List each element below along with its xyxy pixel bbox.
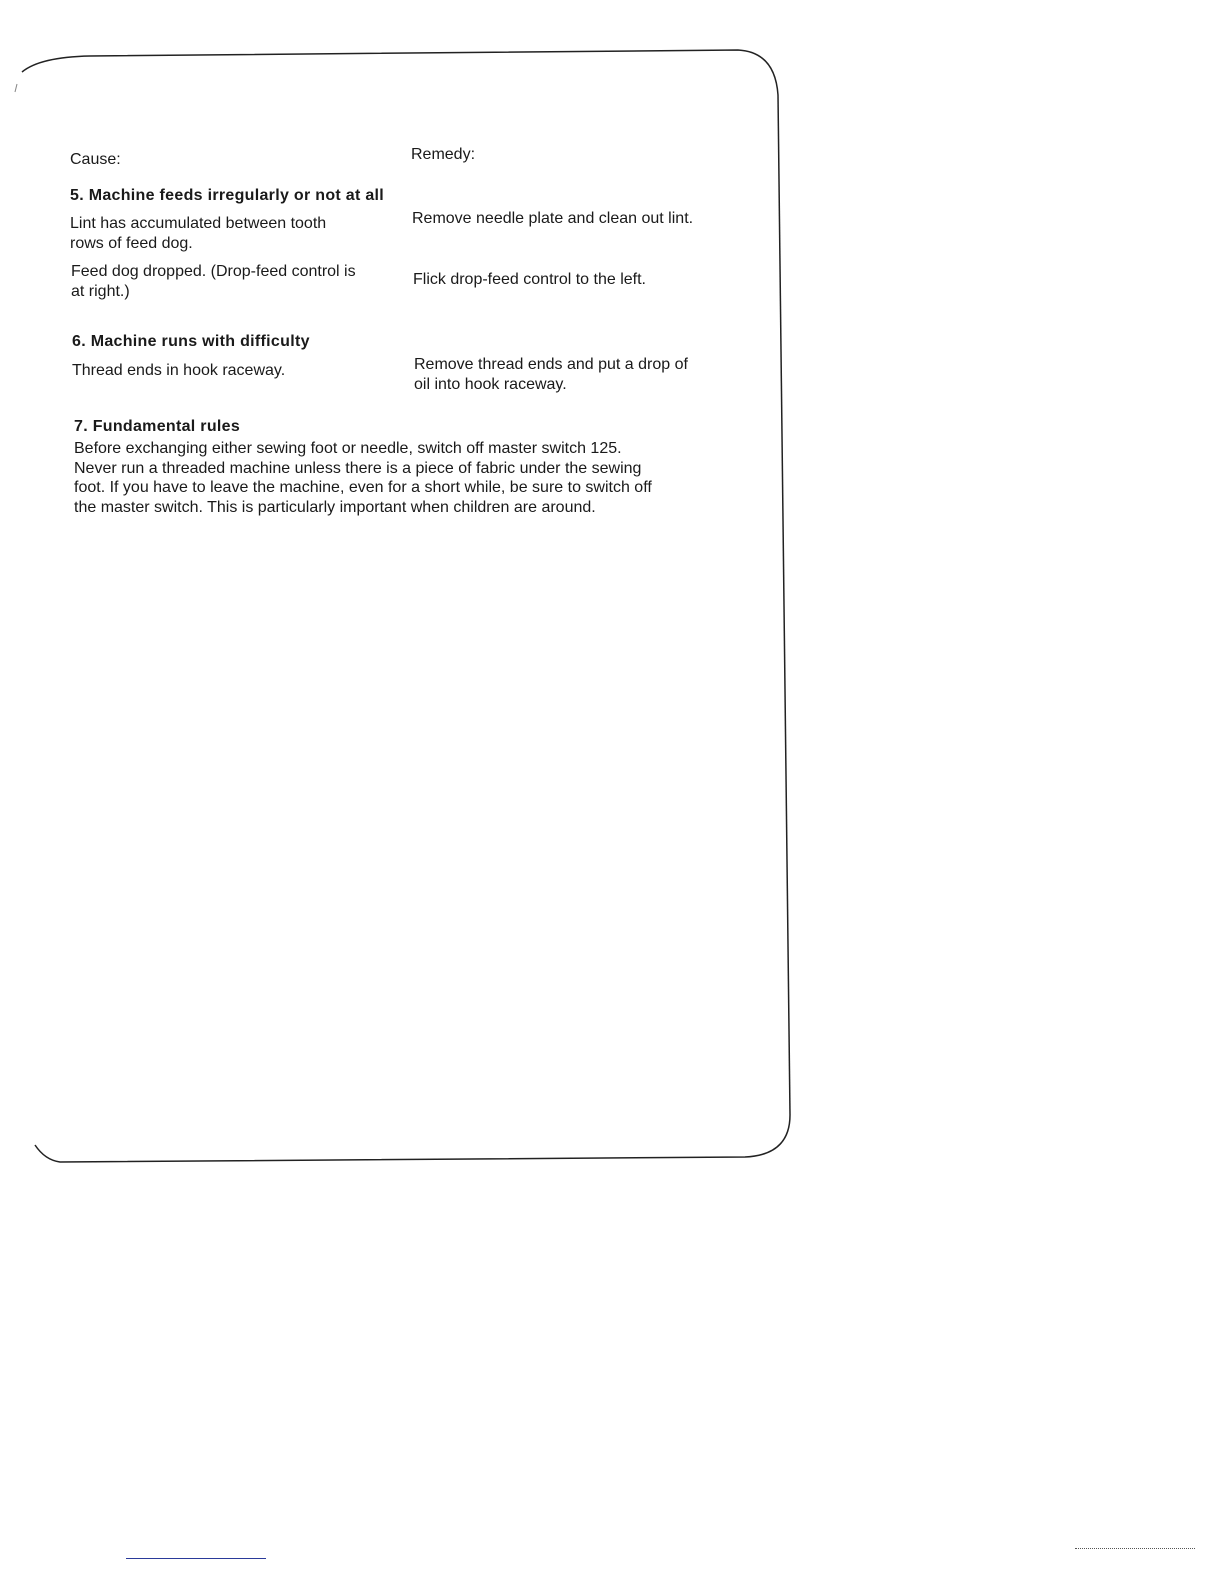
section-6-cause-1: Thread ends in hook raceway. <box>72 362 286 379</box>
footer-rule-right <box>1075 1548 1195 1550</box>
section-5-cause-2: Feed dog dropped. (Drop-feed control is at right.) <box>71 263 356 300</box>
section-5-remedy-1: Remove needle plate and clean out lint. <box>412 210 694 227</box>
section-5-cause-1: Lint has accumulated between tooth rows of feed dog. <box>70 215 327 252</box>
section-7-heading: 7. Fundamental rules <box>74 418 241 435</box>
section-5-heading: 5. Machine feeds irregularly or not at all <box>70 187 385 204</box>
cause-column-label: Cause: <box>70 151 121 168</box>
footer-rule-left <box>126 1558 266 1559</box>
section-5-remedy-2: Flick drop-feed control to the left. <box>413 271 646 288</box>
section-6-heading: 6. Machine runs with difficulty <box>72 333 310 350</box>
section-6-remedy-1: Remove thread ends and put a drop of oil into hook raceway. <box>414 356 688 393</box>
section-7-body: Before exchanging either sewing foot or needle, switch off master switch 125. Never run a threaded machine unless there is a piece of fabric under the sewing foot. If you have to leave the machine, even for a short while, be sure to switch off the master switch. This is particularly important when children are around. <box>74 440 652 516</box>
remedy-column-label: Remedy: <box>411 146 476 163</box>
